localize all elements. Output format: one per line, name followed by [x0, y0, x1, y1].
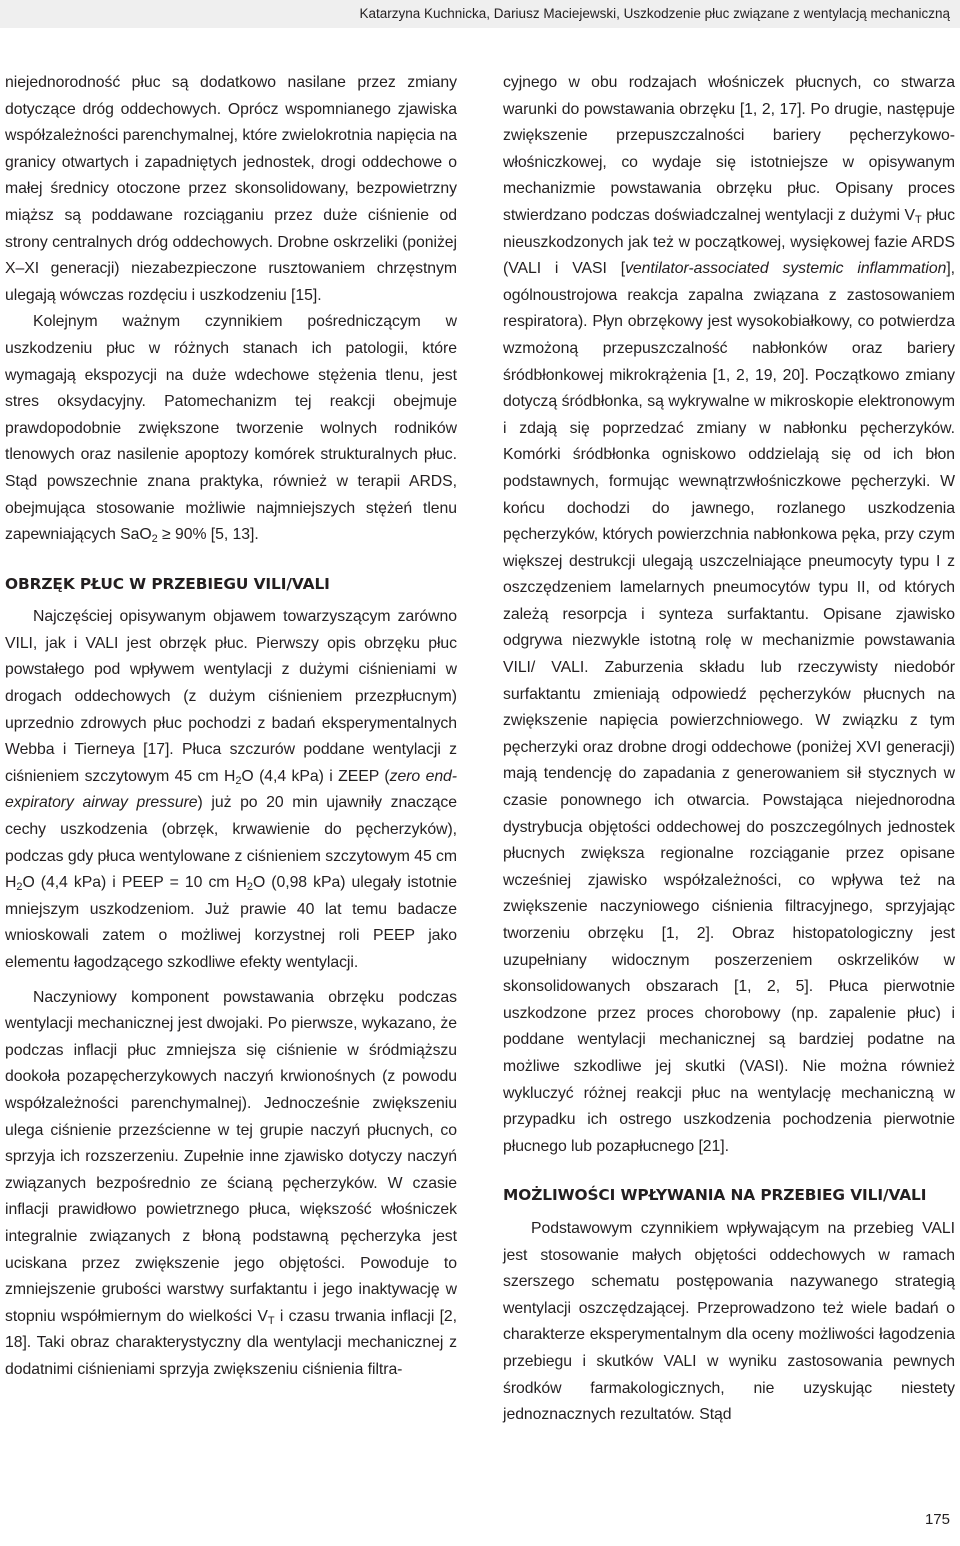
page-number: 175 — [924, 1511, 950, 1528]
text-run: ≥ 90% [5, 13]. — [157, 526, 259, 544]
running-head: Katarzyna Kuchnicka, Dariusz Maciejewski, Uszkodzenie płuc związane z wentylacją mechaniczną — [0, 0, 960, 28]
text-run: Naczyniowy komponent powstawania obrzęku podczas wentylacji mechanicznej jest dwojaki. Po pierwsze, wykazano, że podczas inflacji płuc zmniejsza się ciśnienie w śródmiąższu dookoła pozapęcherzykowych naczyń krwionośnych (z powodu współzależności parenchymalnej). Jednocześnie zwiększeniu ulega ciśnienie przezścienne w tej grupie naczyń płucnych, co sprzyja ich rozszerzeniu. Zupełnie inne zjawisko dotyczy naczyń związanych bezpośrednio ze ścianą pęcherzyków. W czasie inflacji prawidłowo powietrznego płuca, większość włośniczek integralnie związanych z błoną podstawną pęcherzyka jest uciskana przez zwiększenie jego objętości. Powoduje to zmniejszenie grubości warstwy surfaktantu i jego inaktywację w stopniu współmiernym do wielkości V — [5, 988, 457, 1325]
text-run: O (4,4 kPa) i PEEP = 10 cm H — [22, 874, 247, 892]
text-run: ) już po 20 min ujawniły znaczące cechy uszkodzenia (obrzęk, krwawienie do pęcherzyków), podczas gdy płuca wentylowane z ciśnieniem szczytowym 45 cm H — [5, 794, 457, 892]
italic-text: zero end-expiratory airway pressure — [5, 767, 457, 812]
paragraph — [5, 604, 457, 976]
paragraph — [5, 309, 457, 548]
text-run: cyjnego w obu rodzajach włośniczek płucnych, co stwarza warunki do powstawania obrzęku [1, 2, 17]. Po drugie, następuje zwiększenie przepuszczalności bariery pęcherzykowo-włośniczkowej, co wydaje się istotniejsze w opisywanym mechanizmie powstawania obrzęku płuc. Opisany proces stwierdzano podczas doświadczalnej wentylacji z dużymi V — [503, 74, 955, 224]
right-column — [503, 70, 955, 1429]
paragraph: Podstawowym czynnikiem wpływającym na przebieg VALI jest stosowanie małych objętości oddechowych w ramach szerszego schematu postępowania nazywanego strategią wentylacji oszczędzającej. Przeprowadzono też wiele badań o charakterze eksperymentalnym dla oceny możliwości łagodzenia przebiegu i skutków VALI w wyniku zastosowania pewnych środków farmakologicznych, nie uzyskując niestety jednoznacznych rezultatów. Stąd — [503, 1219, 955, 1424]
subscript: 2 — [235, 774, 242, 787]
text-run: i czasu trwania inflacji [2, 18]. Taki obraz charakterystyczny dla wentylacji mechanicznej z dodatnimi ciśnieniami sprzyja zwiększeniu ciśnienia filtra- — [5, 1307, 458, 1378]
left-column — [5, 70, 457, 1384]
text-run: płuc nieuszkodzonych jak też w początkowej, wysiękowej fazie ARDS (VALI i VASI [ — [503, 206, 955, 278]
subscript: 2 — [16, 881, 23, 894]
subscript: T — [915, 213, 922, 226]
section-heading: OBRZĘK PŁUC W PRZEBIEGU VILI/VALI — [5, 574, 330, 593]
paragraph — [5, 985, 457, 1384]
italic-text: ventilator-associated systemic inflammation — [625, 260, 947, 278]
text-run: O (4,4 kPa) i ZEEP ( — [241, 767, 390, 785]
text-run: Kolejnym ważnym czynnikiem pośredniczącym w uszkodzeniu płuc w różnych stanach ich patologii, które wymagają ekspozycji na duże wdechowe stężenia tlenu, jest stres oksydacyjny. Patomechanizm tej reakcji obejmuje prawdopodobnie zwiększone tworzenie wolnych rodników tlenowych oraz nasilenie apoptozy komórek strukturalnych płuc. Stąd powszechnie znana praktyka, również w terapii ARDS, obejmująca stosowanie możliwie najmniejszych stężeń tlenu zapewniających SaO — [5, 313, 457, 544]
text-run: O (0,98 kPa) ulegały istotnie mniejszym uszkodzeniom. Już prawie 40 lat temu badacze wnioskowali zatem o możliwej korzystnej roli PEEP jako elementu łagodzącego szkodliwe efekty wentylacji. — [5, 874, 457, 971]
text-run: Najczęściej opisywanym objawem towarzyszącym zarówno VILI, jak i VALI jest obrzęk płuc. Pierwszy opis obrzęku płuc powstałego pod wpływem wentylacji z dużymi ciśnieniami w drogach oddechowych (z dużym ciśnieniem przezpłucnym) uprzednio zdrowych płuc pochodzi z badań eksperymentalnych Webba i Tierneya [17]. Płuca szczurów poddane wentylacji z ciśnieniem szczytowym 45 cm H — [5, 608, 457, 785]
subscript: T — [267, 1314, 275, 1327]
section-heading: MOŻLIWOŚCI WPŁYWANIA NA PRZEBIEG VILI/VALI — [503, 1186, 927, 1205]
subscript: 2 — [151, 533, 158, 546]
subscript: 2 — [246, 881, 253, 894]
paragraph — [503, 70, 955, 1160]
paragraph: niejednorodność płuc są dodatkowo nasilane przez zmiany dotyczące dróg oddechowych. Oprócz wspomnianego zjawiska współzależności parenchymalnej, które zwielokrotnia napięcia na granicy otwartych i zapadniętych jednostek, drogi oddechowe o małej średnicy otoczone przez skonsolidowany, bezpowietrzny miąższ są poddawane rozciąganiu przez duże ciśnienie od strony centralnych dróg oddechowych. Drobne oskrzeliki (poniżej X–XI generacji) niezabezpieczone rusztowaniem chrzęstnym ulegają wówczas rozdęciu i uszkodzeniu [15]. — [5, 74, 457, 304]
text-run: ], ogólnoustrojowa reakcja zapalna związana z zastosowaniem respiratora). Płyn obrzękowy jest wysokobiałkowy, co potwierdza wzmożoną przepuszczalność nabłonków oraz bariery śródbłonkowej mikrokrążenia [1, 2, 19, 20]. Początkowo zmiany dotyczą śródbłonka, są wykrywalne w mikroskopie elektronowym i zdają się poprzedzać zmiany w nabłonku pęcherzyków. Komórki śródbłonka ogniskowo oddzielają się od ich błon podstawnych, formując wewnątrzwłośniczkowe pęcherzyki. W końcu dochodzi do jawnego, rozlanego uszkodzenia pęcherzyków, których powierzchnia nabłonkowa pęka, przy czym większej destrukcji ulegają uszczelniające pneumocyty typu I z oszczędzeniem lamelarnych pneumocytów typu II, od których zależą resorpcja i synteza surfaktantu. Opisane zjawisko odgrywa niezwykle istotną rolę w mechanizmie powstawania VILI/ VALI. Zaburzenia składu lub rzeczywisty niedobór surfaktantu zmieniają odpowiedź pęcherzyków płucnych na zwiększenie napięcia powierzchniowego. W związku z tym pęcherzyki oraz drobne drogi oddechowe (poniżej XVI generacji) mają tendencję do zapadania z generowaniem sił stycznych w czasie ponownego ich otwarcia. Powstająca niejednorodna dystrybucja objętości oddechowej do poszczególnych jednostek płucnych zwiększa regionalne rozciąganie przez opisane wcześniej zjawisko współzależności, co wpływa też na zwiększenie naczyniowego ciśnienia filtracyjnego, sprzyjając tworzeniu obrzęku [1, 2]. Obraz histopatologiczny jest uzupełniany widocznym poszerzeniem oskrzelików w skonsolidowanych obszarach [1, 2, 5]. Płuca pierwotnie uszkodzone przez proces chorobowy (np. zapalenie płuc) i poddane wentylacji mechanicznej są bardziej podatne na możliwe szkodliwe jej skutki (VASI). Nie można również wykluczyć różnej reakcji płuc na wentylację mechaniczną w przypadku ich ostrego uszkodzenia pochodzenia pierwotnie płucnego lub pozapłucnego [21]. — [503, 260, 956, 1155]
